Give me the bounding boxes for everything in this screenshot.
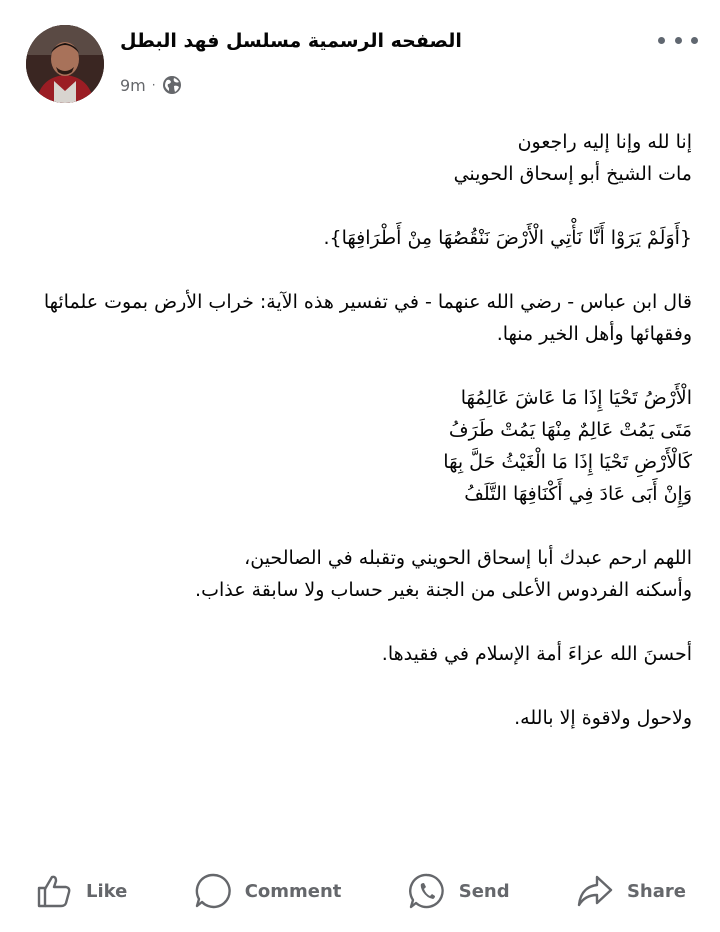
- text-line: إنا لله وإنا إليه راجعون: [517, 131, 692, 153]
- share-button[interactable]: [575, 871, 686, 911]
- avatar-image: [26, 25, 104, 103]
- more-options-icon[interactable]: [658, 30, 698, 50]
- post-paragraph: [28, 126, 692, 190]
- text-line: مات الشيخ أبو إسحاق الحويني: [453, 163, 692, 185]
- comment-label: Comment: [244, 880, 342, 902]
- post-text: [28, 126, 692, 766]
- share-icon: [575, 871, 615, 911]
- poem-line: مَتَى يَمُتْ عَالِمٌ مِنْهَا يَمُتْ طَرَفُ: [448, 419, 692, 441]
- meta-separator: ·: [151, 78, 156, 92]
- text-line: ولاحول ولاقوة إلا بالله.: [514, 707, 692, 729]
- post-paragraph: [28, 286, 692, 350]
- poem: [28, 382, 692, 510]
- poem-line: كَالْأَرْضِ تَحْيَا إِذَا مَا الْغَيْثُ حَلَّ بِهَا: [443, 451, 692, 473]
- post-paragraph: [28, 222, 692, 254]
- comment-icon: [193, 871, 233, 911]
- like-icon: [34, 871, 74, 911]
- text-line: اللهم ارحم عبدك أبا إسحاق الحويني وتقبله في الصالحين،: [244, 547, 692, 569]
- text-line: وأسكنه الفردوس الأعلى من الجنة بغير حساب ولا سابقة عذاب.: [195, 579, 692, 601]
- avatar[interactable]: [26, 25, 104, 103]
- action-bar: [0, 862, 720, 920]
- like-button[interactable]: [34, 871, 127, 911]
- text-line: قال ابن عباس - رضي الله عنهما - في تفسير هذه الآية: خراب الأرض بموت علمائها وفقهائها وأهل الخير منها.: [43, 291, 692, 345]
- poem-line: وَإِنْ أَبَى عَادَ فِي أَكْنَافِهَا التَّلَفُ: [464, 483, 692, 505]
- comment-button[interactable]: [193, 871, 342, 911]
- share-label: Share: [626, 880, 686, 902]
- page-name[interactable]: الصفحه الرسمية مسلسل فهد البطل: [120, 30, 462, 52]
- post-header: [0, 0, 720, 110]
- text-line: أحسنَ الله عزاءَ أمة الإسلام في فقيدها.: [381, 643, 692, 665]
- post-paragraph: [28, 638, 692, 670]
- whatsapp-icon: [407, 871, 447, 911]
- post-paragraph: [28, 702, 692, 734]
- send-label: Send: [458, 880, 510, 902]
- like-label: Like: [86, 880, 128, 902]
- send-button[interactable]: [407, 871, 510, 911]
- quran-verse: {أَوَلَمْ يَرَوْا أَنَّا نَأْتِي الْأَرْضَ نَنْقُصُهَا مِنْ أَطْرَافِهَا}.: [323, 227, 692, 249]
- post-time[interactable]: 9m: [120, 75, 146, 95]
- poem-line: الْأَرْضُ تَحْيَا إِذَا مَا عَاشَ عَالِمُهَا: [460, 387, 692, 409]
- post-meta: [120, 74, 182, 96]
- globe-icon[interactable]: [162, 75, 182, 95]
- post-paragraph: [28, 542, 692, 606]
